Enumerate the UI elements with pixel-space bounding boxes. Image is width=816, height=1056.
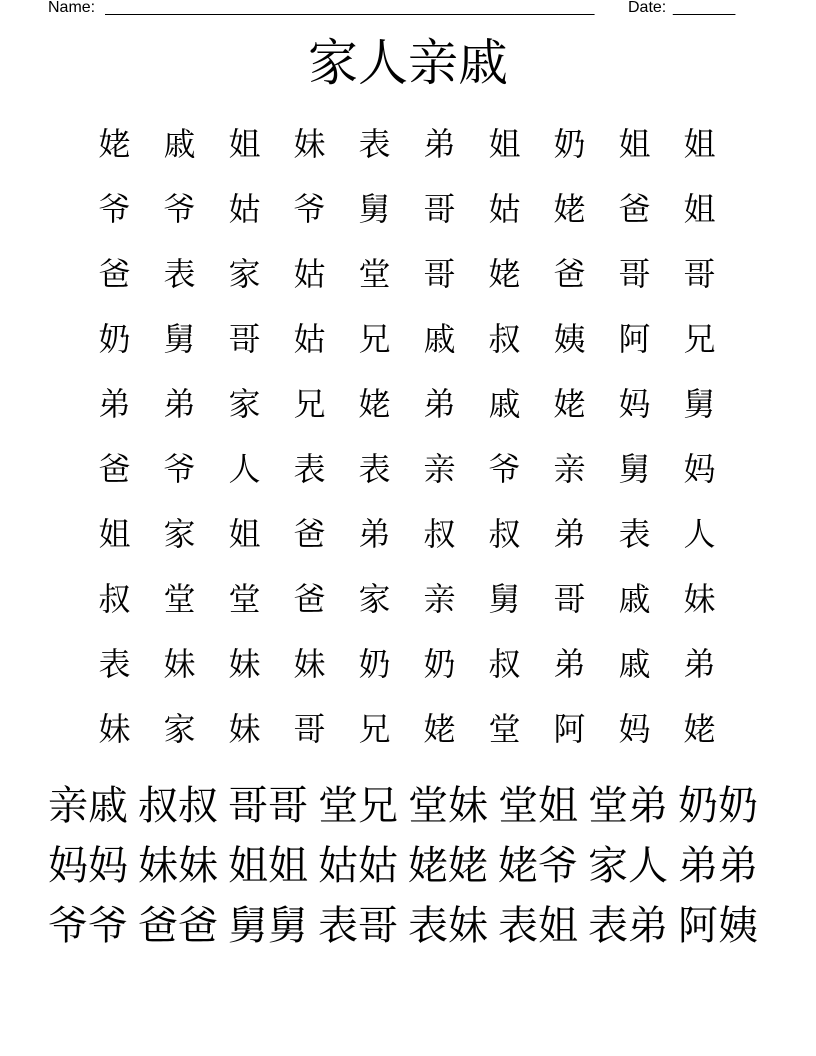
word-bank-item: 表妹: [408, 903, 488, 949]
grid-cell: 表: [293, 450, 326, 488]
grid-cell: 爸: [293, 580, 326, 618]
word-bank-item: 爷爷: [48, 903, 128, 949]
grid-cell: 妹: [98, 710, 131, 748]
page-title: 家人亲戚: [308, 34, 508, 92]
word-bank-item: 妈妈: [48, 843, 128, 889]
grid-cell: 姐: [228, 515, 261, 553]
grid-cell: 哥: [618, 255, 651, 293]
word-bank-item: 奶奶: [678, 783, 758, 829]
grid-cell: 妈: [683, 450, 716, 488]
grid-cell: 姐: [683, 125, 716, 163]
grid-cell: 家: [228, 255, 261, 293]
date-blank: _______: [673, 0, 736, 16]
grid-cell: 戚: [618, 580, 651, 618]
grid-cell: 堂: [358, 255, 391, 293]
grid-cell: 戚: [423, 320, 456, 358]
grid-cell: 叔: [423, 515, 456, 553]
grid-cell: 哥: [683, 255, 716, 293]
grid-cell: 叔: [488, 515, 521, 553]
grid-cell: 奶: [358, 645, 391, 683]
grid-cell: 叔: [488, 645, 521, 683]
grid-cell: 戚: [488, 385, 521, 423]
grid-cell: 姥: [423, 710, 456, 748]
word-bank-item: 哥哥: [228, 783, 308, 829]
word-bank-item: 堂妹: [408, 783, 488, 829]
grid-cell: 姥: [553, 385, 586, 423]
grid-cell: 姥: [98, 125, 131, 163]
name-label: Name:: [48, 0, 96, 16]
word-bank-item: 舅舅: [228, 903, 308, 949]
grid-cell: 亲: [553, 450, 586, 488]
grid-cell: 奶: [423, 645, 456, 683]
grid-cell: 爸: [98, 450, 131, 488]
word-bank-item: 姥爷: [498, 843, 578, 889]
grid-cell: 姥: [358, 385, 391, 423]
grid-cell: 兄: [683, 320, 716, 358]
grid-cell: 奶: [553, 125, 586, 163]
grid-cell: 堂: [228, 580, 261, 618]
grid-cell: 妹: [228, 645, 261, 683]
grid-cell: 弟: [98, 385, 131, 423]
grid-cell: 阿: [618, 320, 651, 358]
grid-cell: 妈: [618, 385, 651, 423]
grid-cell: 弟: [553, 515, 586, 553]
grid-cell: 家: [358, 580, 391, 618]
grid-cell: 兄: [293, 385, 326, 423]
grid-cell: 姐: [618, 125, 651, 163]
grid-cell: 姑: [293, 320, 326, 358]
grid-cell: 爷: [98, 190, 131, 228]
word-bank-item: 弟弟: [678, 843, 758, 889]
grid-cell: 舅: [163, 320, 196, 358]
grid-cell: 舅: [618, 450, 651, 488]
grid-cell: 弟: [163, 385, 196, 423]
word-bank-item: 爸爸: [138, 903, 218, 949]
header-line: [48, 0, 748, 18]
grid-cell: 堂: [163, 580, 196, 618]
word-bank-item: 叔叔: [138, 783, 218, 829]
word-bank-item: 妹妹: [138, 843, 218, 889]
grid-cell: 舅: [358, 190, 391, 228]
grid-cell: 弟: [553, 645, 586, 683]
grid-cell: 妈: [618, 710, 651, 748]
word-bank-item: 家人: [588, 843, 668, 889]
grid-cell: 姐: [98, 515, 131, 553]
grid-cell: 亲: [423, 450, 456, 488]
grid-cell: 姥: [488, 255, 521, 293]
grid-cell: 妹: [163, 645, 196, 683]
grid-cell: 姑: [228, 190, 261, 228]
grid-cell: 人: [228, 450, 261, 488]
word-bank-item: 亲戚: [48, 783, 128, 829]
grid-cell: 弟: [358, 515, 391, 553]
grid-cell: 爸: [553, 255, 586, 293]
grid-cell: 妹: [683, 580, 716, 618]
grid-cell: 弟: [423, 385, 456, 423]
grid-cell: 姑: [293, 255, 326, 293]
grid-cell: 爸: [98, 255, 131, 293]
grid-cell: 表: [163, 255, 196, 293]
grid-cell: 哥: [553, 580, 586, 618]
word-bank-item: 表姐: [498, 903, 578, 949]
grid-cell: 家: [228, 385, 261, 423]
word-bank-item: 姐姐: [228, 843, 308, 889]
grid-cell: 阿: [553, 710, 586, 748]
grid-cell: 哥: [423, 190, 456, 228]
grid-cell: 表: [98, 645, 131, 683]
word-bank-item: 姥姥: [408, 843, 488, 889]
grid-cell: 姥: [553, 190, 586, 228]
grid-cell: 弟: [683, 645, 716, 683]
grid-cell: 哥: [228, 320, 261, 358]
grid-cell: 爷: [488, 450, 521, 488]
grid-cell: 舅: [488, 580, 521, 618]
word-search-grid: [82, 112, 732, 762]
grid-cell: 姑: [488, 190, 521, 228]
grid-cell: 表: [358, 125, 391, 163]
grid-cell: 姥: [683, 710, 716, 748]
grid-cell: 舅: [683, 385, 716, 423]
grid-cell: 叔: [488, 320, 521, 358]
grid-cell: 哥: [423, 255, 456, 293]
word-bank: [48, 778, 778, 954]
grid-cell: 妹: [293, 125, 326, 163]
grid-cell: 表: [358, 450, 391, 488]
name-blank: _______________________________________________________: [105, 0, 595, 16]
grid-cell: 戚: [163, 125, 196, 163]
grid-cell: 亲: [423, 580, 456, 618]
grid-cell: 家: [163, 710, 196, 748]
grid-cell: 妹: [228, 710, 261, 748]
grid-cell: 姐: [488, 125, 521, 163]
word-bank-item: 阿姨: [678, 903, 758, 949]
word-bank-item: 堂弟: [588, 783, 668, 829]
grid-cell: 叔: [98, 580, 131, 618]
word-bank-item: 表哥: [318, 903, 398, 949]
word-bank-item: 堂兄: [318, 783, 398, 829]
word-bank-item: 姑姑: [318, 843, 398, 889]
word-bank-item: 堂姐: [498, 783, 578, 829]
grid-cell: 爷: [293, 190, 326, 228]
grid-cell: 家: [163, 515, 196, 553]
word-bank-item: 表弟: [588, 903, 668, 949]
grid-cell: 堂: [488, 710, 521, 748]
grid-cell: 爸: [618, 190, 651, 228]
grid-cell: 爷: [163, 450, 196, 488]
grid-cell: 姐: [228, 125, 261, 163]
grid-cell: 姨: [553, 320, 586, 358]
date-label: Date:: [628, 0, 667, 16]
grid-cell: 哥: [293, 710, 326, 748]
grid-cell: 戚: [618, 645, 651, 683]
grid-cell: 姐: [683, 190, 716, 228]
grid-cell: 兄: [358, 320, 391, 358]
grid-cell: 弟: [423, 125, 456, 163]
grid-cell: 兄: [358, 710, 391, 748]
grid-cell: 人: [683, 515, 716, 553]
grid-cell: 爷: [163, 190, 196, 228]
grid-cell: 表: [618, 515, 651, 553]
grid-cell: 奶: [98, 320, 131, 358]
grid-cell: 妹: [293, 645, 326, 683]
grid-cell: 爸: [293, 515, 326, 553]
